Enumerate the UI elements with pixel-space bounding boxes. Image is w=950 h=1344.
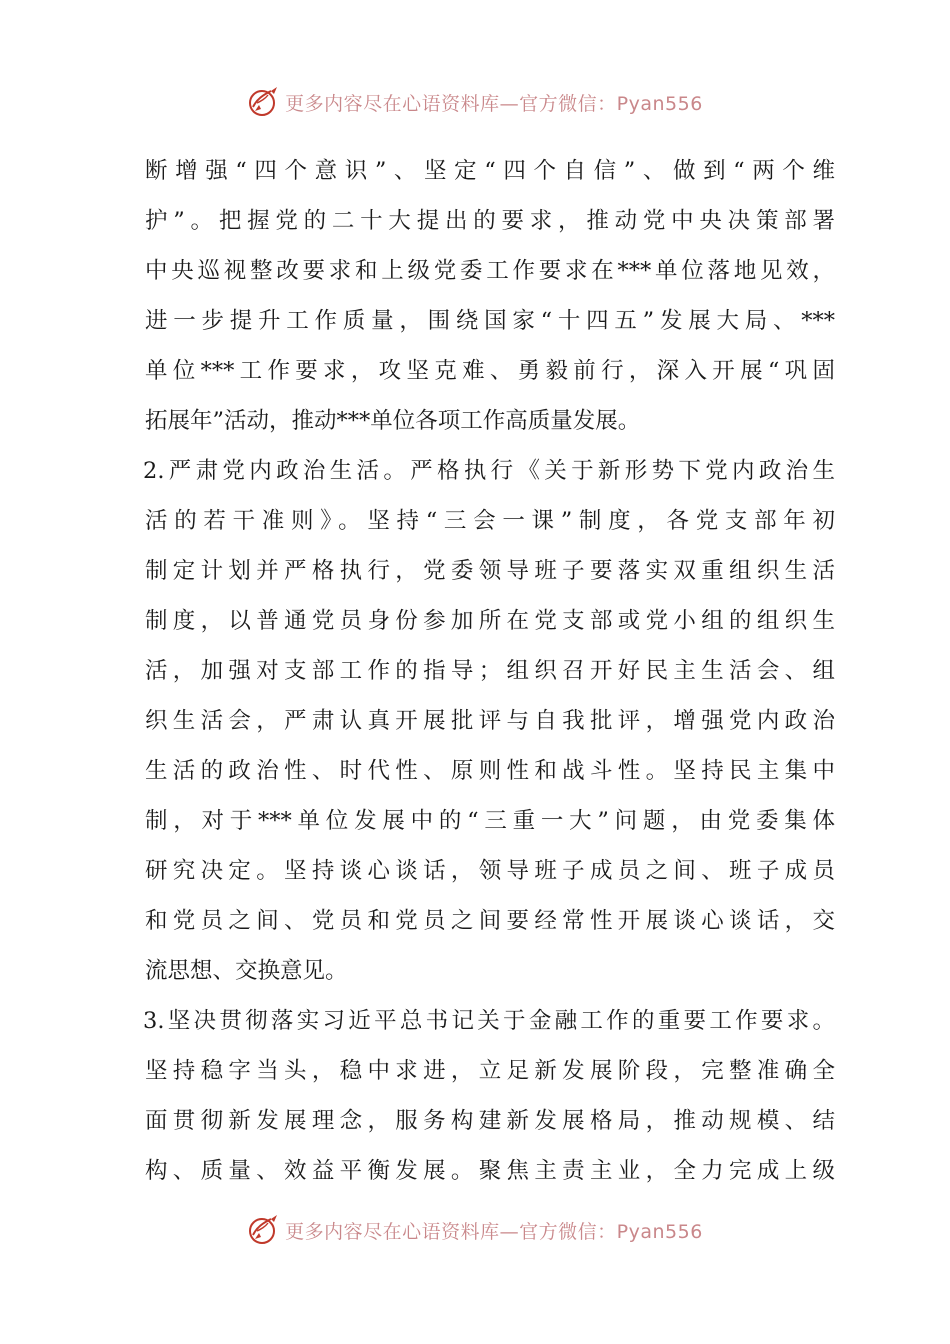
text-line: 活的若干准则》。坚持“三会一课”制度，各党支部年初 [145,508,835,534]
text-line: 制，对于***单位发展中的“三重一大”问题，由党委集体 [145,808,835,834]
text-line: 坚持稳字当头，稳中求进，立足新发展阶段，完整准确全 [145,1058,835,1084]
footer-banner-text: 更多内容尽在心语资料库—官方微信：Pyan556 [285,1220,703,1243]
section-heading-line: 2.严肃党内政治生活。严格执行《关于新形势下党内政治生 [143,458,835,484]
quill-logo-icon [247,85,281,119]
header-banner [0,82,950,122]
text-line: 拓展年”活动，推动***单位各项工作高质量发展。 [145,408,641,434]
quill-logo-icon [247,1213,281,1247]
text-line: 和党员之间、党员和党员之间要经常性开展谈心谈话，交 [145,908,835,934]
header-banner-handle: Pyan556 [616,92,703,115]
text-line: 制定计划并严格执行，党委领导班子要落实双重组织生活 [145,558,835,584]
text-line: 流思想、交换意见。 [145,958,348,984]
text-line: 单位***工作要求，攻坚克难、勇毅前行，深入开展“巩固 [145,358,835,384]
footer-banner-handle: Pyan556 [616,1220,703,1243]
text-line: 护”。把握党的二十大提出的要求，推动党中央决策部署 [145,208,835,234]
footer-banner [0,1210,950,1250]
text-line: 中央巡视整改要求和上级党委工作要求在***单位落地见效， [145,258,835,284]
text-line: 进一步提升工作质量，围绕国家“十四五”发展大局、*** [145,308,835,334]
text-line: 断增强“四个意识”、坚定“四个自信”、做到“两个维 [145,158,835,184]
text-line: 构、质量、效益平衡发展。聚焦主责主业，全力完成上级 [145,1158,835,1184]
header-banner-text: 更多内容尽在心语资料库—官方微信：Pyan556 [285,92,703,115]
text-line: 面贯彻新发展理念，服务构建新发展格局，推动规模、结 [145,1108,835,1134]
text-line: 织生活会，严肃认真开展批评与自我批评，增强党内政治 [145,708,835,734]
text-line: 制度，以普通党员身份参加所在党支部或党小组的组织生 [145,608,835,634]
document-body [145,146,835,1196]
text-line: 研究决定。坚持谈心谈话，领导班子成员之间、班子成员 [145,858,835,884]
text-line: 生活的政治性、时代性、原则性和战斗性。坚持民主集中 [145,758,835,784]
section-heading-line: 3.坚决贯彻落实习近平总书记关于金融工作的重要工作要求。 [143,1008,835,1034]
text-line: 活，加强对支部工作的指导；组织召开好民主生活会、组 [145,658,835,684]
